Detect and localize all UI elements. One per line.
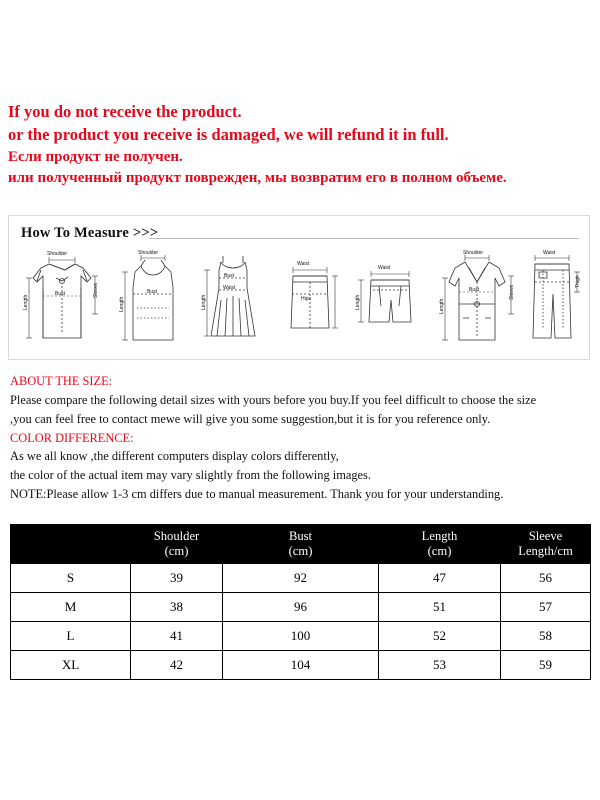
- cell-bust: 104: [223, 651, 379, 680]
- coat-diagram-icon: [435, 248, 521, 356]
- table-row: [11, 651, 591, 680]
- cell-sleeve: 57: [501, 593, 591, 622]
- size-chart-body: [11, 564, 591, 680]
- figure-label: Length: [119, 296, 125, 312]
- table-row: [11, 622, 591, 651]
- refund-notice-line-4: или полученный продукт поврежден, мы возвратим его в полном объеме.: [8, 170, 507, 187]
- title-divider: [149, 238, 579, 239]
- column-header-shoulder-unit: (cm): [164, 544, 189, 558]
- cell-length: 51: [379, 593, 501, 622]
- cell-sleeve: 56: [501, 564, 591, 593]
- figure-label: Shoulder: [138, 250, 159, 256]
- table-row: [11, 593, 591, 622]
- figure-label: Waist: [297, 261, 310, 267]
- figure-label: Bust: [469, 287, 480, 293]
- figure-label: Sleeve: [93, 282, 99, 298]
- how-to-measure-title: How To Measure >>>: [21, 225, 159, 241]
- cell-size: XL: [11, 651, 131, 680]
- column-header-shoulder: [131, 525, 223, 564]
- measurement-note: NOTE:Please allow 1-3 cm differs due to manual measurement. Thank you for your understanding.: [10, 487, 504, 502]
- refund-notice-line-3: Если продукт не получен.: [8, 148, 183, 165]
- figure-skirt: [273, 248, 345, 356]
- cell-length: 47: [379, 564, 501, 593]
- refund-notice: [8, 100, 592, 189]
- cell-shoulder: 39: [131, 564, 223, 593]
- figure-label: Waist: [378, 265, 391, 271]
- figure-shorts: [349, 248, 431, 356]
- skirt-diagram-icon: [273, 248, 345, 356]
- figure-coat: [435, 248, 521, 356]
- trousers-diagram-icon: [521, 248, 585, 356]
- table-corner-cell: [11, 525, 131, 564]
- figure-camisole: [115, 248, 193, 356]
- shorts-diagram-icon: [349, 248, 431, 356]
- column-header-shoulder-main: Shoulder: [153, 529, 200, 544]
- blouse-diagram-icon: [19, 248, 111, 356]
- table-header-row: [11, 525, 591, 564]
- figure-label: Waist: [543, 250, 556, 256]
- column-header-bust-main: Bust: [288, 529, 313, 544]
- figure-label: Sleeve: [509, 284, 515, 300]
- cell-bust: 92: [223, 564, 379, 593]
- column-header-sleeve-unit: Length/cm: [518, 544, 573, 558]
- measure-figures: [15, 248, 583, 355]
- figure-label: Length: [439, 298, 445, 314]
- color-difference-text-1: As we all know ,the different computers display colors differently,: [10, 449, 339, 464]
- about-size-text-2: ,you can feel free to contact mewe will give you some suggestion,but it is for you reference only.: [10, 411, 491, 426]
- refund-notice-line-1: If you do not receive the product.: [8, 102, 242, 121]
- cell-sleeve: 58: [501, 622, 591, 651]
- table-row: [11, 564, 591, 593]
- figure-trousers: [521, 248, 585, 356]
- about-size-heading: ABOUT THE SIZE:: [10, 374, 113, 388]
- figure-label: Hips: [301, 296, 312, 302]
- figure-label: Bust: [55, 291, 66, 297]
- cell-bust: 96: [223, 593, 379, 622]
- figure-label: Bust: [224, 273, 235, 279]
- column-header-length-unit: (cm): [427, 544, 452, 558]
- cell-shoulder: 42: [131, 651, 223, 680]
- column-header-bust: [223, 525, 379, 564]
- color-difference-heading: COLOR DIFFERENCE:: [10, 430, 134, 445]
- column-header-bust-unit: (cm): [288, 544, 313, 558]
- cell-size: M: [11, 593, 131, 622]
- figure-label: Bust: [147, 289, 158, 295]
- figure-dress: [197, 248, 269, 356]
- cell-sleeve: 59: [501, 651, 591, 680]
- cell-length: 52: [379, 622, 501, 651]
- figure-label: Length: [23, 294, 29, 310]
- column-header-sleeve-main: Sleeve: [528, 529, 563, 544]
- figure-label: Shoulder: [47, 251, 68, 257]
- figure-label: Length: [201, 294, 207, 310]
- column-header-length-main: Length: [421, 529, 458, 544]
- cell-shoulder: 41: [131, 622, 223, 651]
- camisole-diagram-icon: [115, 248, 193, 356]
- about-the-size-block: [10, 372, 592, 504]
- cell-size: S: [11, 564, 131, 593]
- figure-label: Length: [355, 294, 361, 310]
- refund-notice-line-2: or the product you receive is damaged, we will refund it in full.: [8, 125, 449, 145]
- cell-shoulder: 38: [131, 593, 223, 622]
- about-size-text-1: Please compare the following detail sizes with yours before you buy.If you feel difficult to choose the size: [10, 392, 537, 407]
- figure-blouse: [19, 248, 111, 356]
- how-to-measure-panel: [8, 215, 590, 360]
- column-header-sleeve: [501, 525, 591, 564]
- dress-diagram-icon: [197, 248, 269, 356]
- figure-label: Thigh: [575, 275, 581, 288]
- figure-label: Waist: [223, 285, 236, 291]
- color-difference-text-2: the color of the actual item may vary slightly from the following images.: [10, 468, 371, 483]
- cell-size: L: [11, 622, 131, 651]
- size-chart-header: [11, 525, 591, 564]
- size-chart-table: [10, 524, 591, 680]
- figure-label: Shoulder: [463, 250, 484, 256]
- cell-bust: 100: [223, 622, 379, 651]
- column-header-length: [379, 525, 501, 564]
- cell-length: 53: [379, 651, 501, 680]
